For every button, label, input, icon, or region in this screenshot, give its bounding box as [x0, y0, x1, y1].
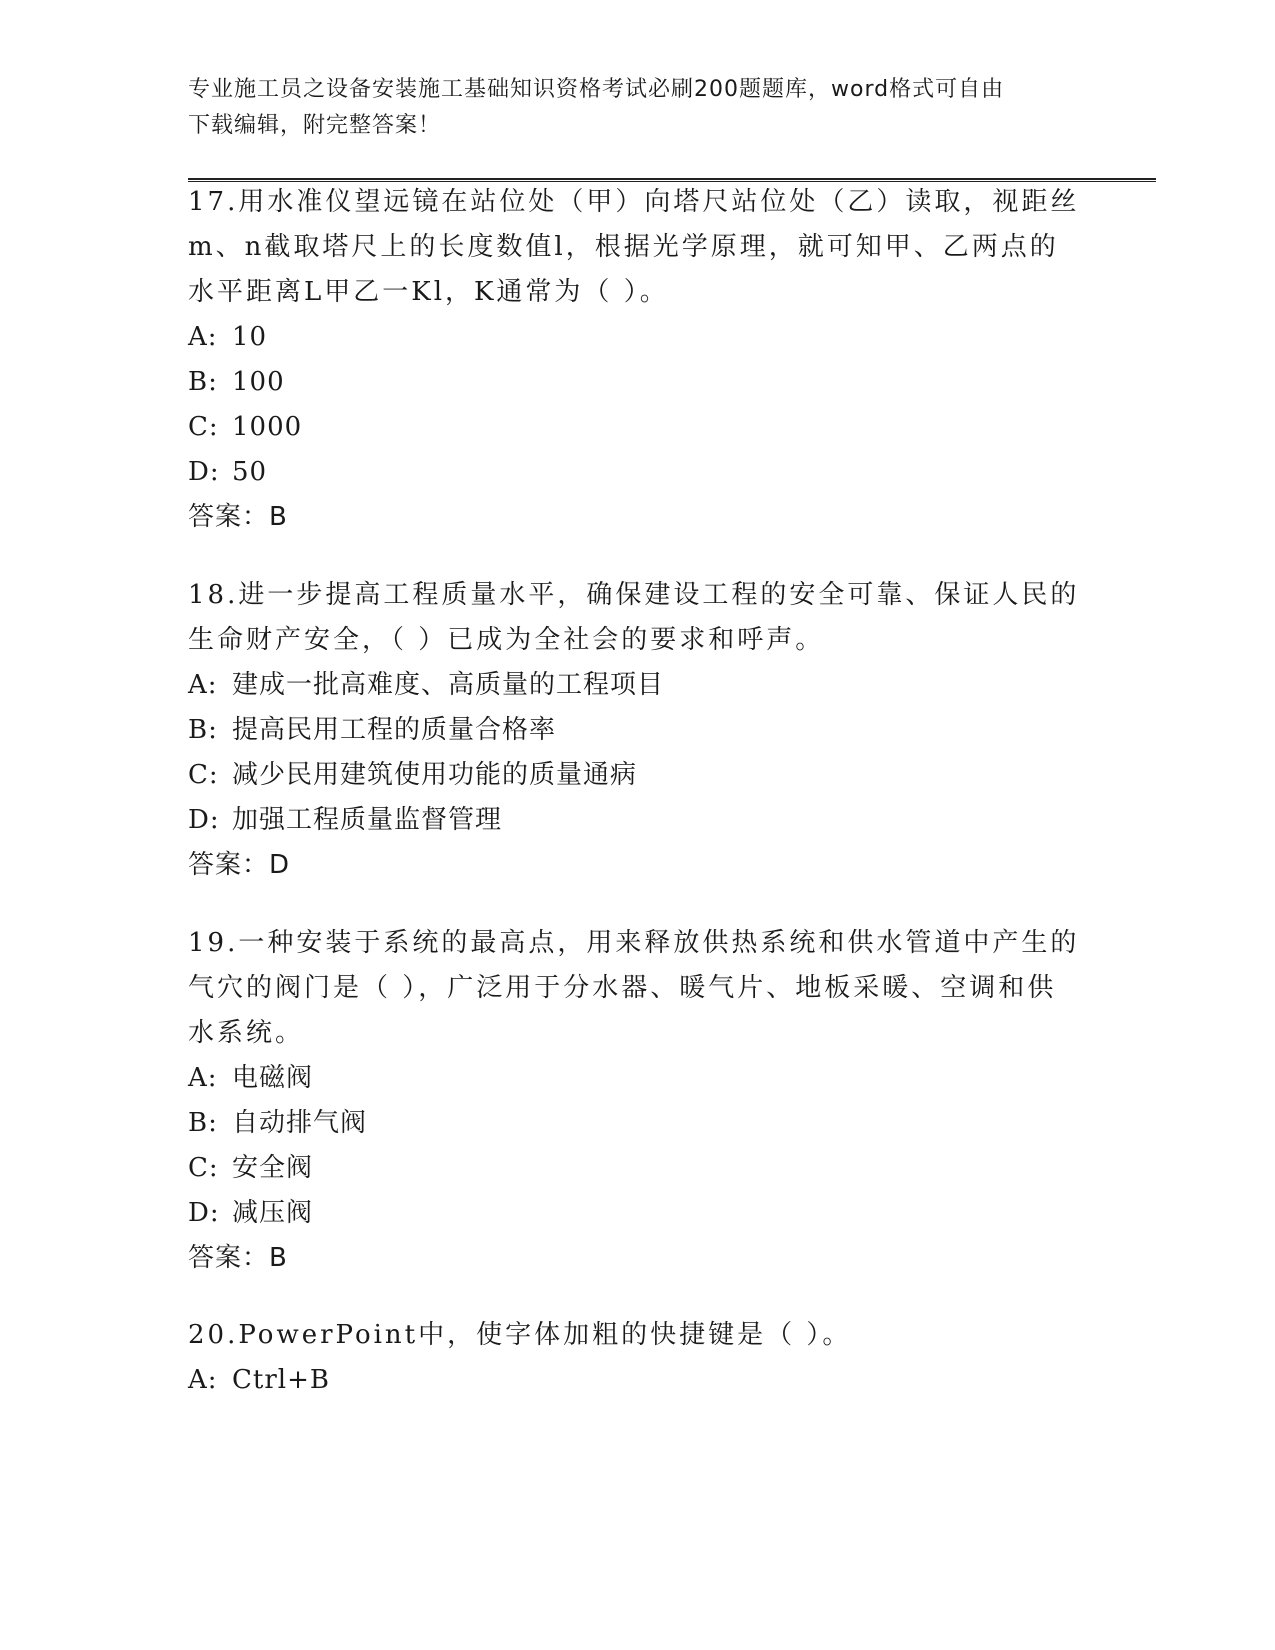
- option-text: 10: [232, 322, 268, 352]
- option-key: A:: [188, 1365, 218, 1395]
- question-line: 19.一种安装于系统的最高点，用来释放供热系统和供水管道中产生的: [188, 928, 1080, 958]
- option-a: [188, 663, 1088, 708]
- option-c: [188, 405, 1088, 450]
- option-b: [188, 360, 1088, 405]
- answer-label: 答案：B: [188, 1243, 288, 1273]
- option-text: 1000: [232, 412, 303, 442]
- option-text: 100: [232, 367, 285, 397]
- option-text: 安全阀: [232, 1153, 314, 1183]
- question-19: [188, 921, 1088, 1281]
- option-d: [188, 798, 1088, 843]
- question-line: 水平距离L甲乙一Kl，K通常为（ ）。: [188, 277, 669, 307]
- option-a: [188, 315, 1088, 360]
- header-line-1: 专业施工员之设备安装施工基础知识资格考试必刷200题题库，word格式可自由: [188, 77, 1005, 102]
- option-key: D:: [188, 805, 220, 835]
- option-key: D:: [188, 457, 220, 487]
- option-text: 50: [232, 457, 268, 487]
- option-key: A:: [188, 670, 218, 700]
- question-line: 18.进一步提高工程质量水平，确保建设工程的安全可靠、保证人民的: [188, 580, 1080, 610]
- option-text: 建成一批高难度、高质量的工程项目: [232, 670, 665, 700]
- option-b: [188, 1101, 1088, 1146]
- option-text: 减少民用建筑使用功能的质量通病: [232, 760, 638, 790]
- answer-label: 答案：B: [188, 502, 288, 532]
- option-text: 减压阀: [232, 1198, 314, 1228]
- option-text: 自动排气阀: [232, 1108, 368, 1138]
- option-text: 加强工程质量监督管理: [232, 805, 503, 835]
- answer-label: 答案：D: [188, 850, 291, 880]
- question-line: 气穴的阀门是（ ），广泛用于分水器、暖气片、地板采暖、空调和供: [188, 973, 1057, 1003]
- option-key: C:: [188, 760, 219, 790]
- option-c: [188, 753, 1088, 798]
- option-a: [188, 1358, 1088, 1403]
- option-text: 电磁阀: [232, 1063, 314, 1093]
- option-key: C:: [188, 1153, 219, 1183]
- option-key: B:: [188, 367, 218, 397]
- question-line: 水系统。: [188, 1018, 305, 1048]
- document-header: [188, 72, 1088, 144]
- question-line: m、n截取塔尺上的长度数值l，根据光学原理，就可知甲、乙两点的: [188, 232, 1059, 262]
- question-line: 生命财产安全，（ ）已成为全社会的要求和呼声。: [188, 625, 825, 655]
- option-d: [188, 450, 1088, 495]
- option-a: [188, 1056, 1088, 1101]
- option-b: [188, 708, 1088, 753]
- question-line: 20.PowerPoint中，使字体加粗的快捷键是（ ）。: [188, 1320, 852, 1350]
- question-20: [188, 1313, 1088, 1403]
- option-key: A:: [188, 322, 218, 352]
- question-17: [188, 180, 1088, 540]
- option-text: 提高民用工程的质量合格率: [232, 715, 557, 745]
- option-key: A:: [188, 1063, 218, 1093]
- question-line: 17.用水准仪望远镜在站位处（甲）向塔尺站位处（乙）读取，视距丝: [188, 187, 1080, 217]
- option-d: [188, 1191, 1088, 1236]
- question-18: [188, 573, 1088, 888]
- option-key: D:: [188, 1198, 220, 1228]
- option-key: B:: [188, 715, 218, 745]
- option-c: [188, 1146, 1088, 1191]
- header-line-2: 下载编辑，附完整答案！: [188, 113, 442, 138]
- option-key: B:: [188, 1108, 218, 1138]
- option-key: C:: [188, 412, 219, 442]
- option-text: Ctrl+B: [232, 1365, 330, 1395]
